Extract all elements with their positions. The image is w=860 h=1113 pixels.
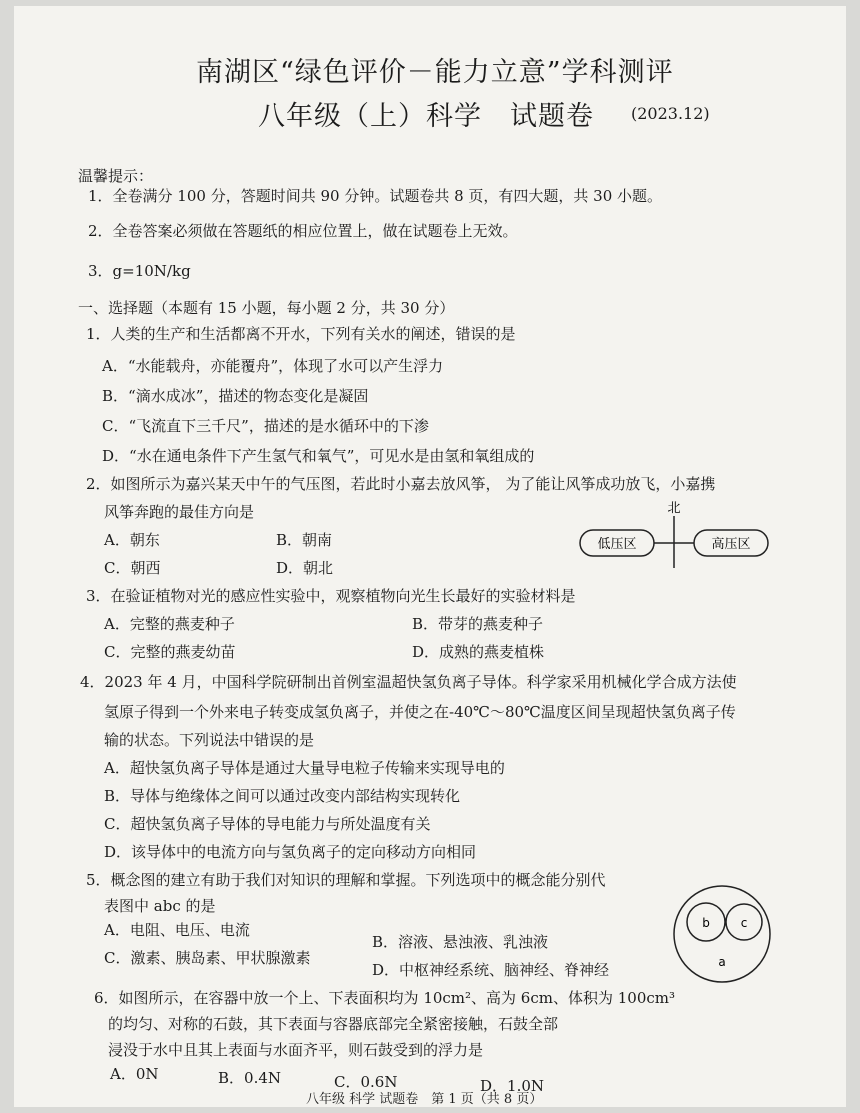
q6-stem: 6．如图所示，在容器中放一个上、下表面积均为 10cm²、高为 6cm、体积为 100cm³: [94, 989, 676, 1007]
q2-option-a: A．朝东: [104, 531, 160, 549]
q4-option-d: D．该导体中的电流方向与氢负离子的定向移动方向相同: [104, 843, 477, 861]
q2-option-b: B．朝南: [276, 531, 333, 549]
section-heading: 一、选择题（本题有 15 小题，每小题 2 分，共 30 分）: [78, 299, 455, 317]
label-a: a: [718, 955, 726, 969]
q6-option-b: B．0.4N: [218, 1069, 282, 1087]
notice-item: 1．全卷满分 100 分，答题时间共 90 分钟。试题卷共 8 页，有四大题，共 30 小题。: [88, 187, 663, 205]
q6-option-a: A．0N: [110, 1065, 159, 1083]
q2-option-d: D．朝北: [276, 559, 334, 577]
exam-title: 南湖区“绿色评价－能力立意”学科测评: [196, 57, 674, 88]
q1-stem: 1．人类的生产和生活都离不开水，下列有关水的阐述，错误的是: [86, 325, 516, 343]
notice-label: 温馨提示：: [78, 167, 154, 185]
q5-option-d: D．中枢神经系统、脑神经、脊神经: [372, 961, 610, 979]
pressure-map-figure: [574, 496, 774, 568]
q4-stem: 输的状态。下列说法中错误的是: [104, 731, 315, 749]
notice-item: 3．g=10N/kg: [88, 262, 191, 280]
q6-option-d: D．1.0N: [480, 1077, 545, 1095]
q1-option-c: C．“飞流直下三千尺”，描述的是水循环中的下渗: [102, 417, 429, 435]
exam-date: (2023.12): [631, 104, 710, 123]
q2-stem: 风筝奔跑的最佳方向是: [104, 503, 255, 521]
q2-stem: 2．如图所示为嘉兴某天中午的气压图，若此时小嘉去放风筝， 为了能让风筝成功放飞，小嘉携: [86, 475, 716, 493]
q2-option-c: C．朝西: [104, 559, 161, 577]
label-b: b: [702, 916, 710, 930]
q3-stem: 3．在验证植物对光的感应性实验中，观察植物向光生长最好的实验材料是: [86, 587, 576, 605]
q4-stem: 4．2023 年 4 月，中国科学院研制出首例室温超快氢负离子导体。科学家采用机械化学合成方法使: [80, 673, 737, 691]
q4-stem: 氢原子得到一个外来电子转变成氢负离子，并使之在-40℃～80℃温度区间呈现超快氢负离子传: [104, 703, 736, 721]
q4-option-b: B．导体与绝缘体之间可以通过改变内部结构实现转化: [104, 787, 461, 805]
high-pressure-label: 高压区: [711, 537, 751, 552]
q5-stem: 5．概念图的建立有助于我们对知识的理解和掌握。下列选项中的概念能分别代: [86, 871, 606, 889]
q1-option-a: A．“水能载舟，亦能覆舟”，体现了水可以产生浮力: [102, 357, 444, 375]
q3-option-b: B．带芽的燕麦种子: [412, 615, 544, 633]
north-label: 北: [667, 501, 681, 516]
concept-diagram-figure: [670, 882, 774, 986]
q3-option-a: A．完整的燕麦种子: [104, 615, 235, 633]
q5-option-c: C．激素、胰岛素、甲状腺激素: [104, 949, 311, 967]
label-c: c: [740, 916, 748, 930]
q6-stem: 的均匀、对称的石鼓，其下表面与容器底部完全紧密接触，石鼓全部: [108, 1015, 559, 1033]
q6-option-c: C．0.6N: [334, 1073, 398, 1091]
q3-option-c: C．完整的燕麦幼苗: [104, 643, 236, 661]
exam-subtitle: 八年级（上）科学 试题卷: [258, 101, 594, 132]
exam-page: [14, 6, 846, 1107]
q4-option-c: C．超快氢负离子导体的导电能力与所处温度有关: [104, 815, 431, 833]
q6-stem: 浸没于水中且其上表面与水面齐平，则石鼓受到的浮力是: [108, 1041, 484, 1059]
q5-option-a: A．电阻、电压、电流: [104, 921, 250, 939]
q5-stem: 表图中 abc 的是: [104, 897, 216, 915]
q4-option-a: A．超快氢负离子导体是通过大量导电粒子传输来实现导电的: [104, 759, 505, 777]
q1-option-b: B．“滴水成冰”，描述的物态变化是凝固: [102, 387, 369, 405]
low-pressure-label: 低压区: [597, 537, 637, 552]
page-footer: 八年级 科学 试题卷 第 1 页（共 8 页）: [306, 1092, 543, 1107]
q5-option-b: B．溶液、悬浊液、乳浊液: [372, 933, 549, 951]
q3-option-d: D．成熟的燕麦植株: [412, 643, 545, 661]
q1-option-d: D．“水在通电条件下产生氢气和氧气”，可见水是由氢和氧组成的: [102, 447, 535, 465]
notice-item: 2．全卷答案必须做在答题纸的相应位置上，做在试题卷上无效。: [88, 222, 518, 240]
